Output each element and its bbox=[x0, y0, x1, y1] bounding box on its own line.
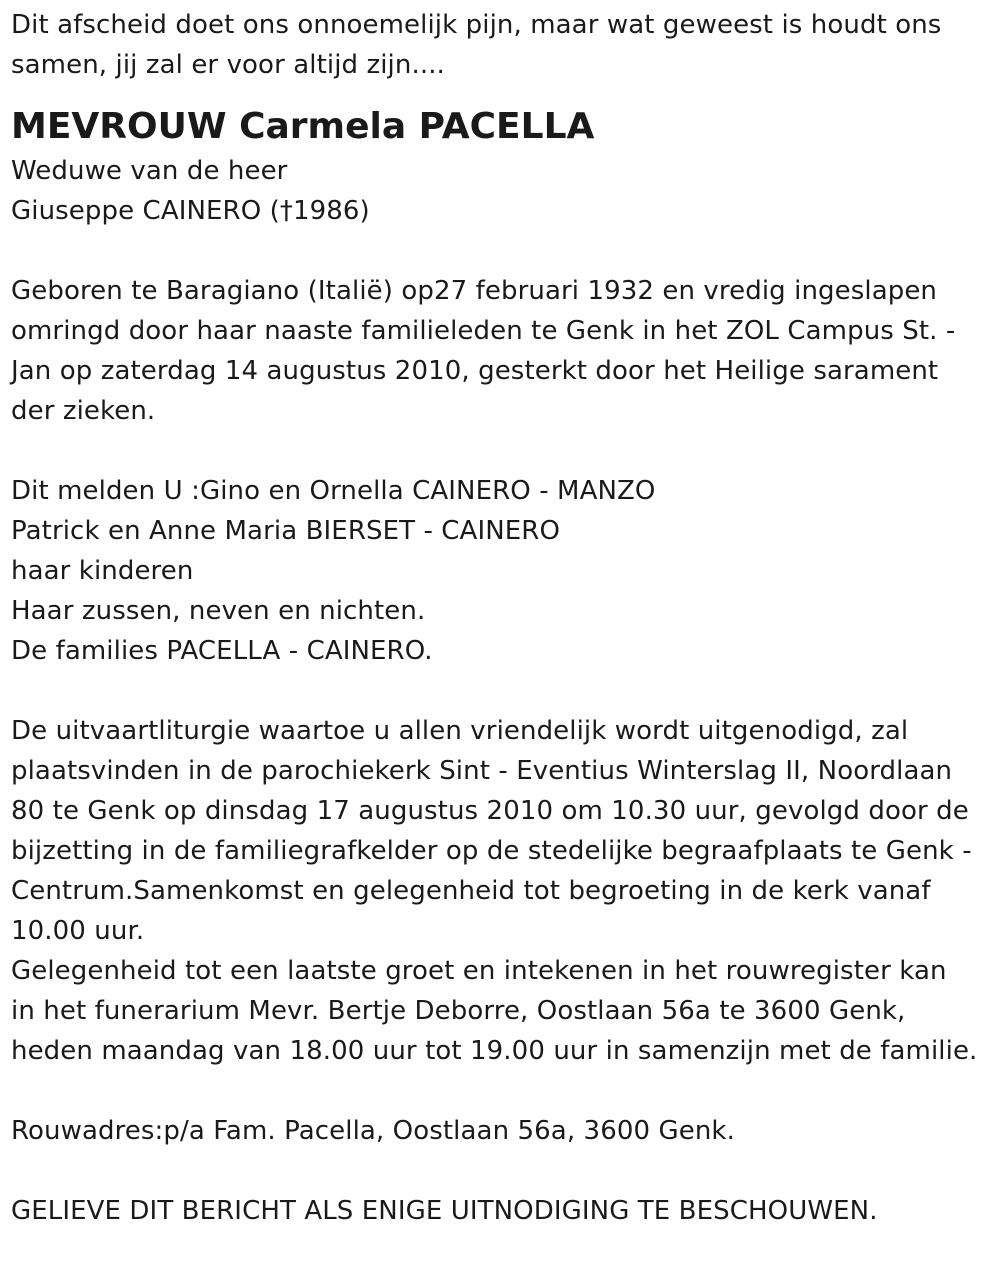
family-line: haar kinderen bbox=[11, 556, 194, 586]
paragraph-line: der zieken. bbox=[11, 396, 156, 426]
intro-line: Dit afscheid doet ons onnoemelijk pijn, maar wat geweest is houdt ons bbox=[11, 10, 942, 40]
deceased-title: MEVROUW bbox=[11, 106, 227, 147]
funeral-paragraph bbox=[11, 711, 991, 1071]
intro-verse bbox=[11, 5, 991, 85]
family-line: Dit melden U :Gino en Ornella CAINERO - MANZO bbox=[11, 476, 656, 506]
paragraph-line: Gelegenheid tot een laatste groet en intekenen in het rouwregister kan bbox=[11, 956, 947, 986]
spacer bbox=[11, 231, 991, 271]
family-list bbox=[11, 471, 991, 671]
obituary-notice bbox=[11, 0, 991, 1231]
spacer bbox=[11, 671, 991, 711]
family-line: Patrick en Anne Maria BIERSET - CAINERO bbox=[11, 516, 561, 546]
spacer bbox=[11, 431, 991, 471]
spacer bbox=[11, 1151, 991, 1191]
paragraph-line: De uitvaartliturgie waartoe u allen vriendelijk wordt uitgenodigd, zal bbox=[11, 716, 909, 746]
paragraph-line: heden maandag van 18.00 uur tot 19.00 uur in samenzijn met de familie. bbox=[11, 1036, 978, 1066]
family-line: De families PACELLA - CAINERO. bbox=[11, 636, 433, 666]
paragraph-line: Centrum.Samenkomst en gelegenheid tot begroeting in de kerk vanaf bbox=[11, 876, 931, 906]
spouse-info bbox=[11, 151, 991, 231]
mourning-address: Rouwadres:p/a Fam. Pacella, Oostlaan 56a, 3600 Genk. bbox=[11, 1116, 735, 1146]
birth-death-paragraph bbox=[11, 271, 991, 431]
deceased-surname: PACELLA bbox=[418, 106, 595, 147]
closing-statement: GELIEVE DIT BERICHT ALS ENIGE UITNODIGING TE BESCHOUWEN. bbox=[11, 1196, 878, 1226]
paragraph-line: 10.00 uur. bbox=[11, 916, 145, 946]
spouse-line: Giuseppe CAINERO (†1986) bbox=[11, 196, 370, 226]
family-line: Haar zussen, neven en nichten. bbox=[11, 596, 426, 626]
spacer bbox=[11, 1071, 991, 1111]
spouse-line: Weduwe van de heer bbox=[11, 156, 288, 186]
deceased-name bbox=[11, 103, 991, 151]
deceased-given-name: Carmela bbox=[239, 106, 407, 147]
paragraph-line: in het funerarium Mevr. Bertje Deborre, Oostlaan 56a te 3600 Genk, bbox=[11, 996, 906, 1026]
paragraph-line: Jan op zaterdag 14 augustus 2010, gesterkt door het Heilige sarament bbox=[11, 356, 939, 386]
paragraph-line: bijzetting in de familiegrafkelder op de stedelijke begraafplaats te Genk - bbox=[11, 836, 972, 866]
paragraph-line: omringd door haar naaste familieleden te Genk in het ZOL Campus St. - bbox=[11, 316, 956, 346]
intro-line: samen, jij zal er voor altijd zijn.... bbox=[11, 50, 445, 80]
paragraph-line: Geboren te Baragiano (Italië) op27 februari 1932 en vredig ingeslapen bbox=[11, 276, 938, 306]
paragraph-line: 80 te Genk op dinsdag 17 augustus 2010 om 10.30 uur, gevolgd door de bbox=[11, 796, 969, 826]
paragraph-line: plaatsvinden in de parochiekerk Sint - Eventius Winterslag II, Noordlaan bbox=[11, 756, 953, 786]
